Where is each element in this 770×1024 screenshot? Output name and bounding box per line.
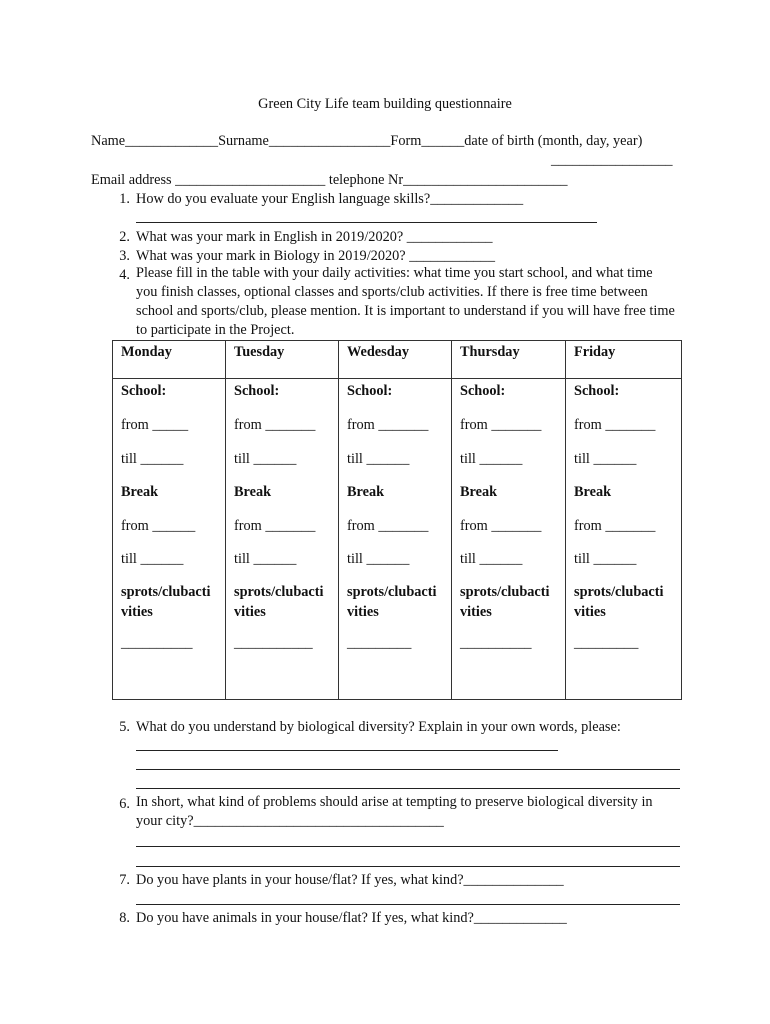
- sports-label: sprots/clubacti: [574, 584, 664, 600]
- question-text: Please fill in the table with your daily activities: what time you start school, and what time you finish classes, optional classes and sports/club activities. If there is free time between school and sports/club, please mention. It is important to understand if you will have free time to participate in the Project.: [136, 265, 675, 338]
- question-number: 8.: [119, 910, 130, 926]
- question-number: 4.: [119, 267, 130, 283]
- question-text[interactable]: What was your mark in English in 2019/2020? ____________: [136, 229, 493, 245]
- school-till-field[interactable]: till ______: [121, 451, 184, 467]
- break-label: Break: [574, 484, 612, 500]
- answer-line[interactable]: [136, 769, 680, 770]
- break-label: Break: [347, 484, 385, 500]
- school-till-field[interactable]: till ______: [347, 451, 410, 467]
- break-label: Break: [121, 484, 159, 500]
- sports-label-cont: vities: [460, 604, 492, 620]
- page-title: Green City Life team building questionnaire: [258, 96, 512, 112]
- sports-label: sprots/clubacti: [234, 584, 324, 600]
- day-header-thursday: Thursday: [452, 341, 566, 379]
- day-column-thursday: [452, 379, 566, 700]
- sports-field[interactable]: _________: [574, 635, 639, 651]
- school-from-field[interactable]: from _______: [347, 417, 429, 433]
- answer-line[interactable]: [136, 222, 597, 223]
- break-till-field[interactable]: till ______: [460, 551, 523, 567]
- sports-label-cont: vities: [574, 604, 606, 620]
- day-header-monday: Monday: [113, 341, 226, 379]
- break-till-field[interactable]: till ______: [347, 551, 410, 567]
- day-column-tuesday: [226, 379, 339, 700]
- sports-label: sprots/clubacti: [121, 584, 211, 600]
- day-header-tuesday: Tuesday: [226, 341, 339, 379]
- day-column-friday: [566, 379, 682, 700]
- question-number: 2.: [119, 229, 130, 245]
- school-label: School:: [574, 383, 620, 399]
- break-till-field[interactable]: till ______: [574, 551, 637, 567]
- name-surname-form-dob-line[interactable]: Name_____________Surname_________________Form______date of birth (month, day, year): [91, 133, 643, 149]
- break-label: Break: [460, 484, 498, 500]
- question-number: 1.: [119, 191, 130, 207]
- question-text[interactable]: What was your mark in Biology in 2019/2020? ____________: [136, 248, 495, 264]
- break-till-field[interactable]: till ______: [234, 551, 297, 567]
- school-till-field[interactable]: till ______: [234, 451, 297, 467]
- break-from-field[interactable]: from _______: [347, 518, 429, 534]
- break-from-field[interactable]: from _______: [460, 518, 542, 534]
- sports-label-cont: vities: [234, 604, 266, 620]
- sports-field[interactable]: _________: [347, 635, 412, 651]
- question-text[interactable]: In short, what kind of problems should arise at tempting to preserve biological diversity in your city?___________________________________: [136, 794, 653, 829]
- answer-line[interactable]: [136, 750, 558, 751]
- school-label: School:: [460, 383, 506, 399]
- day-header-friday: Friday: [566, 341, 682, 379]
- question-text[interactable]: How do you evaluate your English language skills?_____________: [136, 191, 524, 207]
- email-telephone-line[interactable]: Email address _____________________ telephone Nr_______________________: [91, 172, 568, 188]
- break-from-field[interactable]: from _______: [574, 518, 656, 534]
- date-of-birth-field[interactable]: _________________: [551, 152, 673, 168]
- sports-label: sprots/clubacti: [347, 584, 437, 600]
- question-number: 6.: [119, 796, 130, 812]
- school-till-field[interactable]: till ______: [574, 451, 637, 467]
- sports-field[interactable]: __________: [121, 635, 193, 651]
- daily-activities-table: [112, 340, 682, 700]
- sports-label-cont: vities: [347, 604, 379, 620]
- question-number: 7.: [119, 872, 130, 888]
- sports-label-cont: vities: [121, 604, 153, 620]
- school-till-field[interactable]: till ______: [460, 451, 523, 467]
- question-number: 3.: [119, 248, 130, 264]
- sports-field[interactable]: __________: [460, 635, 532, 651]
- school-label: School:: [234, 383, 280, 399]
- school-from-field[interactable]: from _____: [121, 417, 189, 433]
- day-column-wednesday: [339, 379, 452, 700]
- school-from-field[interactable]: from _______: [574, 417, 656, 433]
- break-from-field[interactable]: from _______: [234, 518, 316, 534]
- question-text[interactable]: Do you have plants in your house/flat? If yes, what kind?______________: [136, 872, 564, 888]
- school-from-field[interactable]: from _______: [460, 417, 542, 433]
- break-till-field[interactable]: till ______: [121, 551, 184, 567]
- answer-line[interactable]: [136, 866, 680, 867]
- break-label: Break: [234, 484, 272, 500]
- break-from-field[interactable]: from ______: [121, 518, 196, 534]
- day-header-wednesday: Wedesday: [339, 341, 452, 379]
- answer-line[interactable]: [136, 846, 680, 847]
- question-text: What do you understand by biological diversity? Explain in your own words, please:: [136, 719, 621, 735]
- answer-line[interactable]: [136, 788, 680, 789]
- school-from-field[interactable]: from _______: [234, 417, 316, 433]
- answer-line[interactable]: [136, 904, 680, 905]
- school-label: School:: [121, 383, 167, 399]
- school-label: School:: [347, 383, 393, 399]
- sports-label: sprots/clubacti: [460, 584, 550, 600]
- day-column-monday: [113, 379, 226, 700]
- sports-field[interactable]: ___________: [234, 635, 313, 651]
- question-number: 5.: [119, 719, 130, 735]
- question-text[interactable]: Do you have animals in your house/flat? If yes, what kind?_____________: [136, 910, 567, 926]
